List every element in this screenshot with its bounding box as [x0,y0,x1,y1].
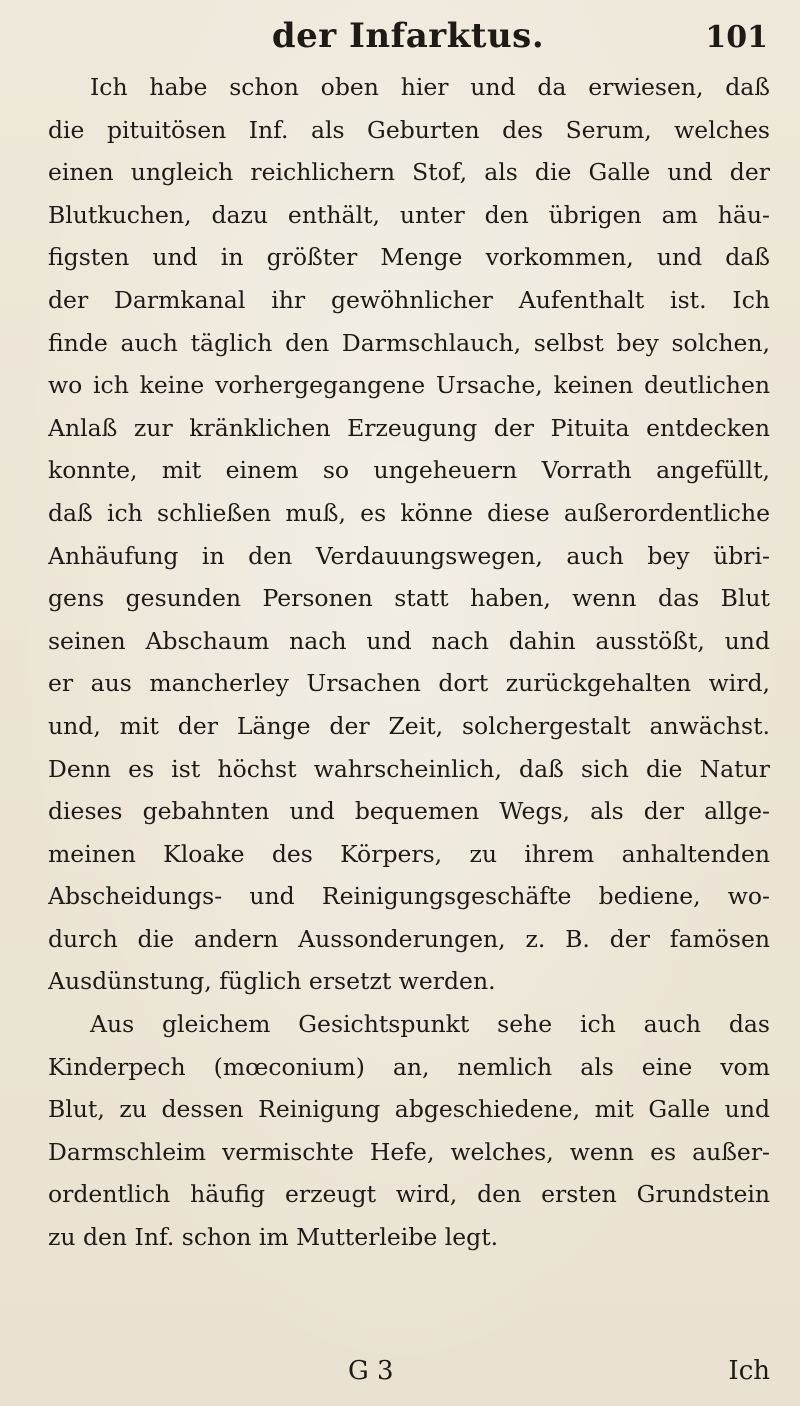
page-number: 101 [705,20,768,55]
signature-mark: G 3 [348,1356,394,1386]
text-line: ordentlich häufig erzeugt wird, den ersten Grundstein [48,1180,770,1209]
running-head [48,16,768,60]
text-line: dieses gebahnten und bequemen Wegs, als der allge- [48,797,770,826]
text-line: Anlaß zur kränklichen Erzeugung der Pituita entdecken [48,413,770,442]
text-line: der Darmkanal ihr gewöhnlicher Aufenthalt ist. Ich [48,285,770,314]
text-line: er aus mancherley Ursachen dort zurückgehalten wird, [48,669,770,698]
text-line: zu den Inf. schon im Mutterleibe legt. [48,1223,499,1252]
page-footer [48,1356,770,1396]
catchword: Ich [728,1356,770,1386]
text-line: seinen Abschaum nach und nach dahin ausstößt, und [48,626,770,655]
text-line: Blut, zu dessen Reinigung abgeschiedene, mit Galle und [48,1095,770,1124]
text-line: Abscheidungs- und Reinigungsgeschäfte bediene, wo- [48,882,770,911]
text-line: wo ich keine vorhergegangene Ursache, keinen deutlichen [48,371,770,400]
text-line: Denn es ist höchst wahrscheinlich, daß sich die Natur [48,754,770,783]
body-text [48,66,770,1259]
text-line: konnte, mit einem so ungeheuern Vorrath angefüllt, [48,456,770,485]
text-line: Aus gleichem Gesichtspunkt sehe ich auch das [90,1010,770,1039]
text-line: Anhäufung in den Verdauungswegen, auch bey übri- [48,541,770,570]
text-line: figsten und in größter Menge vorkommen, und daß [48,243,770,272]
text-line: und, mit der Länge der Zeit, solchergestalt anwächst. [48,711,770,740]
running-title: der Infarktus. [271,16,545,56]
text-line: Darmschleim vermischte Hefe, welches, wenn es außer- [48,1137,770,1166]
text-line: Ausdünstung, füglich ersetzt werden. [48,967,496,996]
text-line: Ich habe schon oben hier und da erwiesen, daß [90,73,770,101]
text-line: meinen Kloake des Körpers, zu ihrem anhaltenden [48,839,770,868]
text-line: die pituitösen Inf. als Geburten des Serum, welches [48,115,770,144]
text-line: Blutkuchen, dazu enthält, unter den übrigen am häu- [48,200,770,229]
text-line: gens gesunden Personen statt haben, wenn das Blut [48,584,770,613]
text-line: daß ich schließen muß, es könne diese außerordentliche [48,498,770,527]
text-line: finde auch täglich den Darmschlauch, selbst bey solchen, [48,328,770,357]
paragraph-2 [48,1003,770,1259]
text-line: Kinderpech (mœconium) an, nemlich als eine vom [48,1052,770,1081]
text-line: einen ungleich reichlichern Stof, als die Galle und der [48,158,770,187]
paragraph-1 [48,66,770,1003]
text-line: durch die andern Aussonderungen, z. B. der famösen [48,924,770,953]
